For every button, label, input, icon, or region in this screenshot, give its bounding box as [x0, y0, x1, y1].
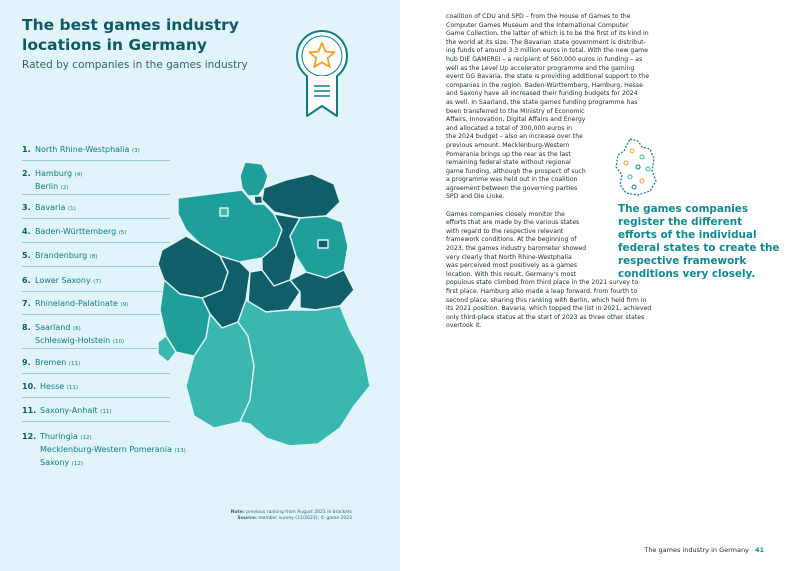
previous-rank: (11) — [100, 409, 112, 415]
page-title: The best games industry locations in Germany — [22, 16, 239, 54]
previous-rank: (11) — [68, 361, 81, 367]
state-name: Thuringia — [40, 432, 78, 441]
state-name: Rhineland-Palatinate — [35, 299, 118, 308]
body-line: hub DIE GAMEREI – a recipient of 560,000 euros in funding – as — [446, 55, 643, 63]
body-line: location. With this result, Germany's most — [446, 270, 576, 278]
state-name: Bavaria — [35, 203, 66, 212]
body-line: previous amount. Mecklenburg-Western — [446, 141, 570, 149]
state-name: Saxony — [40, 458, 70, 467]
source-text: member survey (11/2023); © game 2023 — [258, 516, 352, 521]
previous-rank: (1) — [68, 206, 76, 212]
note-text: previous ranking from August 2021 in brackets — [246, 510, 352, 515]
previous-rank: (10) — [112, 339, 125, 345]
rank-number: 6. — [22, 276, 31, 285]
ranking-item — [22, 381, 170, 398]
previous-rank: (6) — [73, 326, 81, 332]
page-subtitle: Rated by companies in the games industry — [22, 59, 248, 71]
footer-text: The games industry in Germany — [644, 546, 749, 554]
previous-rank: (2) — [60, 185, 69, 191]
body-line: game funding, although the prospect of such — [446, 167, 586, 175]
body-line: remaining federal state without regional — [446, 159, 571, 167]
state-name: Baden-Württemberg — [35, 227, 117, 236]
map-region-bavaria — [238, 300, 370, 446]
previous-rank: (8) — [89, 254, 98, 260]
body-line: Computer Games Museum and the International Computer — [446, 21, 629, 29]
body-line: framework conditions. At the beginning of — [446, 236, 577, 244]
previous-rank: (7) — [93, 279, 102, 285]
state-name: Lower Saxony — [35, 276, 91, 285]
previous-rank: (3) — [131, 148, 140, 154]
rank-number: 3. — [22, 203, 31, 212]
rank-number: 8. — [22, 323, 31, 332]
body-line: only third-place status at the start of 2023 as three other states — [446, 313, 645, 321]
rank-number: 2. — [22, 169, 31, 178]
rank-number: 5. — [22, 251, 31, 260]
pull-quote: The games companies register the different efforts of the individual federal states to create the respective framework conditions very closely. — [618, 203, 780, 280]
body-line: Pomerania brings up the rear as the last — [446, 150, 571, 158]
ranking-item — [22, 298, 170, 315]
body-line: agreement between the governing parties — [446, 184, 578, 192]
state-name: Saarland — [35, 323, 71, 332]
ranking-item — [22, 168, 170, 195]
state-name: Mecklenburg-Western Pomerania — [40, 445, 172, 454]
state-name: Brandenburg — [35, 251, 88, 260]
previous-rank: (4) — [74, 172, 83, 178]
rank-number: 9. — [22, 358, 31, 367]
body-line: overtook it. — [446, 322, 482, 330]
ranking-item — [22, 275, 170, 292]
state-name: North Rhine-Westphalia — [35, 145, 130, 154]
previous-rank: (9) — [120, 302, 129, 308]
body-line: ing funds of around 3.3 million euros in total. With the new game — [446, 47, 648, 55]
body-line: the world at its size. The Bavarian state government is distribut- — [446, 38, 646, 46]
state-name: Schleswig-Holstein — [35, 336, 111, 345]
map-region-berlin — [318, 240, 328, 248]
page-footer — [644, 546, 764, 554]
ranking-item — [22, 202, 170, 219]
map-region-bremen — [220, 208, 228, 216]
page-number: 41 — [754, 546, 764, 554]
body-line: 2023, the games industry barometer showed — [446, 245, 587, 253]
state-name: Saxony-Anhalt — [40, 406, 98, 415]
body-line: Affairs, Innovation, Digital Affairs and Energy — [446, 116, 586, 124]
body-line: event GG Bavaria, the state is providing additional support to the — [446, 73, 650, 81]
state-name: Bremen — [35, 358, 67, 367]
source-label: Source: — [237, 516, 257, 521]
germany-dots-icon — [612, 137, 658, 197]
body-line: efforts that are made by the various states — [446, 219, 580, 227]
ranking-item — [22, 405, 170, 422]
ranking-item — [22, 322, 170, 349]
body-line: Game Collection, the latter of which is to be the first of its kind in — [446, 30, 649, 38]
rank-number: 11. — [22, 406, 37, 415]
body-line: first place. Hamburg also made a leap forward, from fourth to — [446, 288, 638, 295]
body-line: was perceived most positively as a games — [446, 262, 578, 270]
body-line: coalition of CDU and SPD – from the House of Games to the — [446, 13, 631, 20]
previous-rank: (5) — [118, 230, 127, 236]
state-name: Hesse — [40, 382, 65, 391]
ranking-item — [22, 357, 170, 374]
body-line: Games companies closely monitor the — [446, 210, 565, 218]
ranking-item — [22, 226, 170, 243]
state-name: Hamburg — [35, 169, 73, 178]
body-line: as well. In Saarland, the state games funding programme has — [446, 98, 638, 106]
body-line: well as the Level Up accelerator programme and the gaming — [446, 64, 635, 72]
germany-states-map — [150, 160, 386, 500]
previous-rank: (11) — [66, 385, 79, 391]
body-line: with regard to the respective relevant — [446, 227, 564, 235]
rank-number: 12. — [22, 432, 37, 441]
previous-rank: (12) — [71, 461, 84, 467]
body-line: and allocated a total of 300,000 euros in — [446, 124, 573, 132]
state-name: Berlin — [35, 182, 59, 191]
body-line: a programme was held out in the coalition — [446, 176, 578, 184]
footnote — [231, 510, 352, 522]
ranking-item — [22, 431, 186, 467]
body-line: been transferred to the Ministry of Economic — [446, 107, 585, 115]
previous-rank: (13) — [174, 448, 186, 454]
body-line: second place, sharing this ranking with Berlin, which held firm in — [446, 296, 647, 304]
body-line: very clearly that North Rhine-Westphalia — [446, 253, 572, 261]
rank-number: 1. — [22, 145, 31, 154]
body-line: the 2024 budget – also an increase over the — [446, 133, 583, 141]
map-region-mecklenburg — [262, 174, 340, 218]
ranking-item — [22, 144, 170, 161]
rank-number: 10. — [22, 382, 37, 391]
award-ribbon-icon — [294, 28, 350, 120]
ranking-item — [22, 250, 170, 267]
body-line: populous state climbed from third place in the 2021 survey to — [446, 279, 639, 287]
previous-rank: (12) — [80, 435, 92, 441]
body-line: SPD and Die Linke. — [446, 193, 505, 201]
note-label: Note: — [230, 510, 245, 515]
rank-number: 4. — [22, 227, 31, 236]
body-line: and Saxony have all increased their funding budgets for 2024 — [446, 90, 638, 98]
rank-number: 7. — [22, 299, 31, 308]
body-line: companies in the region. Baden-Württemberg, Hamburg, Hesse — [446, 81, 643, 89]
body-line: its 2021 position. Bavaria, which topped the list in 2021, achieved — [446, 305, 652, 313]
